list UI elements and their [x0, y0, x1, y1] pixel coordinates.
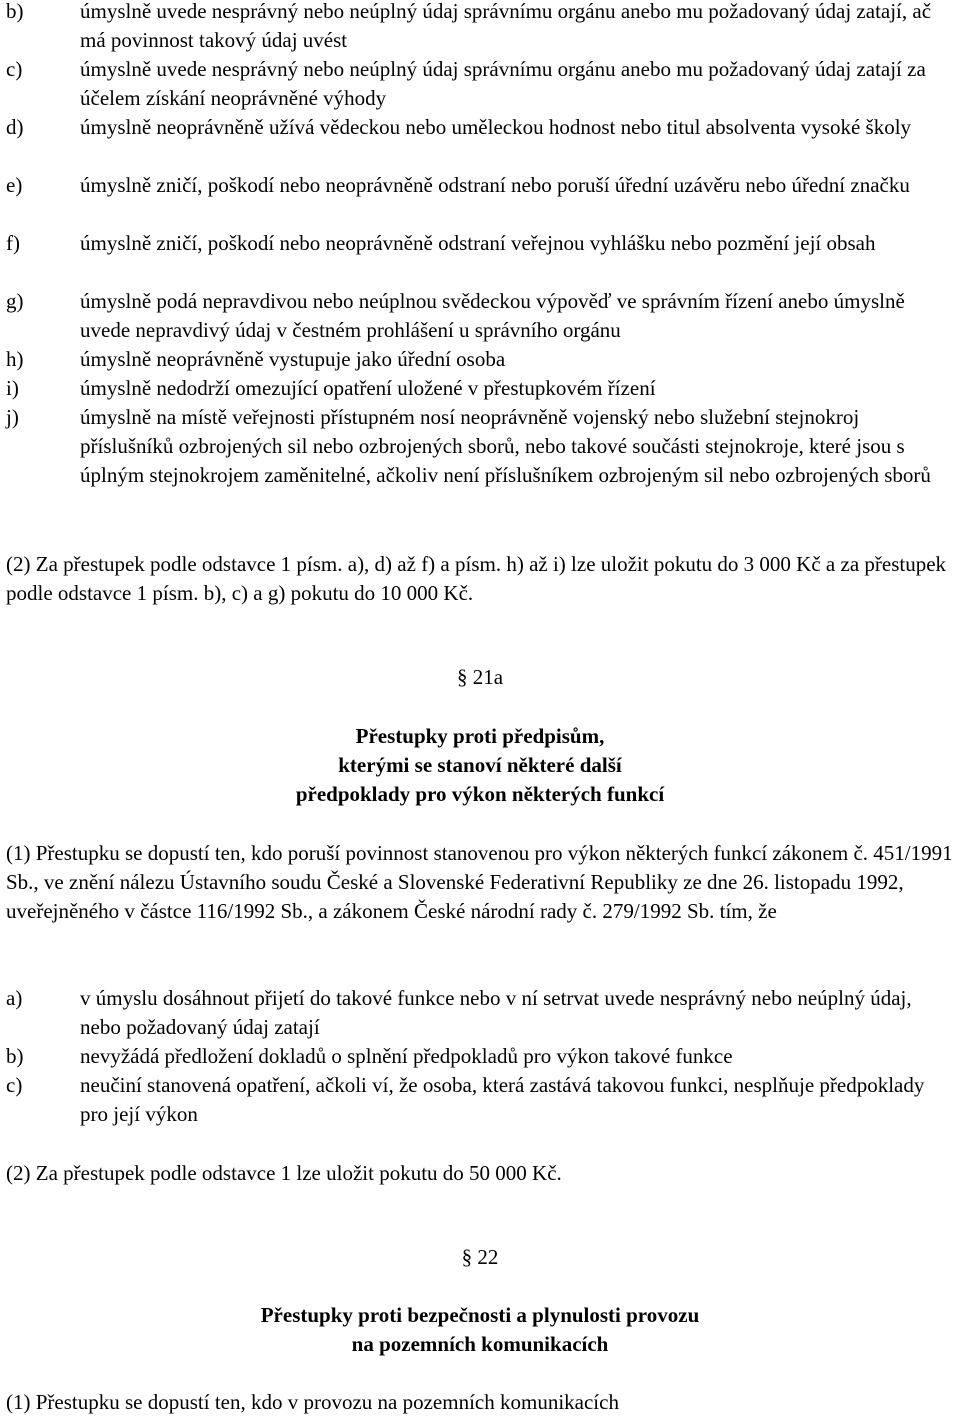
list-item-label: a)	[6, 986, 23, 1010]
list-item-text: úmyslně neoprávněně užívá vědeckou nebo uměleckou hodnost nebo titul absolventa vysoké školy	[80, 115, 912, 139]
list-item	[6, 984, 956, 1042]
list-item	[6, 1042, 956, 1071]
section-title-line: Přestupky proti předpisům,	[355, 724, 605, 748]
section-number: § 21a	[456, 665, 504, 689]
list-item	[6, 403, 956, 490]
section-title-line: na pozemních komunikacích	[351, 1332, 609, 1356]
list-item-label: i)	[6, 376, 19, 400]
section-title-line: předpoklady pro výkon některých funkcí	[295, 782, 665, 806]
list-item	[6, 0, 956, 55]
list-item	[6, 374, 956, 403]
list-item-text: úmyslně nedodrží omezující opatření uložené v přestupkovém řízení	[80, 376, 656, 400]
list-item-label: f)	[6, 231, 20, 255]
section-number: § 22	[461, 1245, 499, 1269]
list-item-text: úmyslně na místě veřejnosti přístupném nosí neoprávněně vojenský nebo služební stejnokroj příslušníků ozbrojených sil nebo ozbrojených sborů, nebo takové součásti stejnokroje, které jsou s úplným stejnokrojem zaměnitelné, ačkoliv není příslušníkem ozbrojeným sil nebo ozbrojených sborů	[80, 405, 931, 487]
list-item-text: úmyslně uvede nesprávný nebo neúplný údaj správnímu orgánu anebo mu požadovaný údaj zatají za účelem získání neoprávněné výhody	[80, 57, 926, 110]
list-item-label: b)	[6, 1044, 24, 1068]
list-item-text: úmyslně podá nepravdivou nebo neúplnou svědeckou výpověď ve správním řízení anebo úmyslně uvede nepravdivý údaj v čestném prohlášení u správního orgánu	[80, 289, 905, 342]
list-item-label: c)	[6, 57, 23, 81]
list-item-label: j)	[6, 405, 19, 429]
list-item	[6, 113, 956, 142]
list-item-label: b)	[6, 0, 24, 23]
list-item-label: e)	[6, 173, 23, 197]
list-item	[6, 55, 956, 113]
list-item-label: d)	[6, 115, 24, 139]
section-title-line: kterými se stanoví některé další	[338, 753, 622, 777]
list-item-text: úmyslně uvede nesprávný nebo neúplný údaj správnímu orgánu anebo mu požadovaný údaj zatají, ač má povinnost takový údaj uvést	[80, 0, 932, 52]
list-item-text: úmyslně zničí, poškodí nebo neoprávněně odstraní veřejnou vyhlášku nebo pozmění její obsah	[80, 231, 876, 255]
paragraph: (2) Za přestupek podle odstavce 1 písm. a), d) až f) a písm. h) až i) lze uložit pokutu do 3 000 Kč a za přestupek podle odstavce 1 písm. b), c) a g) pokutu do 10 000 Kč.	[6, 552, 947, 605]
list-item-text: úmyslně neoprávněně vystupuje jako úřední osoba	[80, 347, 506, 371]
paragraph: (1) Přestupku se dopustí ten, kdo poruší povinnost stanovenou pro výkon některých funkcí zákonem č. 451/1991 Sb., ve znění nálezu Ústavního soudu České a Slovenské Federativní Republiky ze dne 26. listopadu 1992, uveřejněného v částce 116/1992 Sb., a zákonem České národní rady č. 279/1992 Sb. tím, že	[6, 841, 953, 923]
list-item-label: h)	[6, 347, 24, 371]
list-item-text: nevyžádá předložení dokladů o splnění předpokladů pro výkon takové funkce	[80, 1044, 733, 1068]
section-title-line: Přestupky proti bezpečnosti a plynulosti provozu	[260, 1303, 700, 1327]
list-item	[6, 287, 956, 345]
list-item-text: neučiní stanovená opatření, ačkoli ví, že osoba, která zastává takovou funkci, nesplňuje předpoklady pro její výkon	[80, 1073, 925, 1126]
paragraph: (2) Za přestupek podle odstavce 1 lze uložit pokutu do 50 000 Kč.	[6, 1161, 562, 1185]
paragraph: (1) Přestupku se dopustí ten, kdo v provozu na pozemních komunikacích	[6, 1390, 619, 1414]
list-item	[6, 345, 956, 374]
list-item-text: úmyslně zničí, poškodí nebo neoprávněně odstraní nebo poruší úřední uzávěru nebo úřední značku	[80, 173, 910, 197]
list-item-text: v úmyslu dosáhnout přijetí do takové funkce nebo v ní setrvat uvede nesprávný nebo neúplný údaj, nebo požadovaný údaj zatají	[80, 986, 912, 1039]
list-item-label: g)	[6, 289, 24, 313]
list-item	[6, 1071, 956, 1129]
list-item	[6, 229, 956, 258]
list-item	[6, 171, 956, 200]
list-item-label: c)	[6, 1073, 23, 1097]
